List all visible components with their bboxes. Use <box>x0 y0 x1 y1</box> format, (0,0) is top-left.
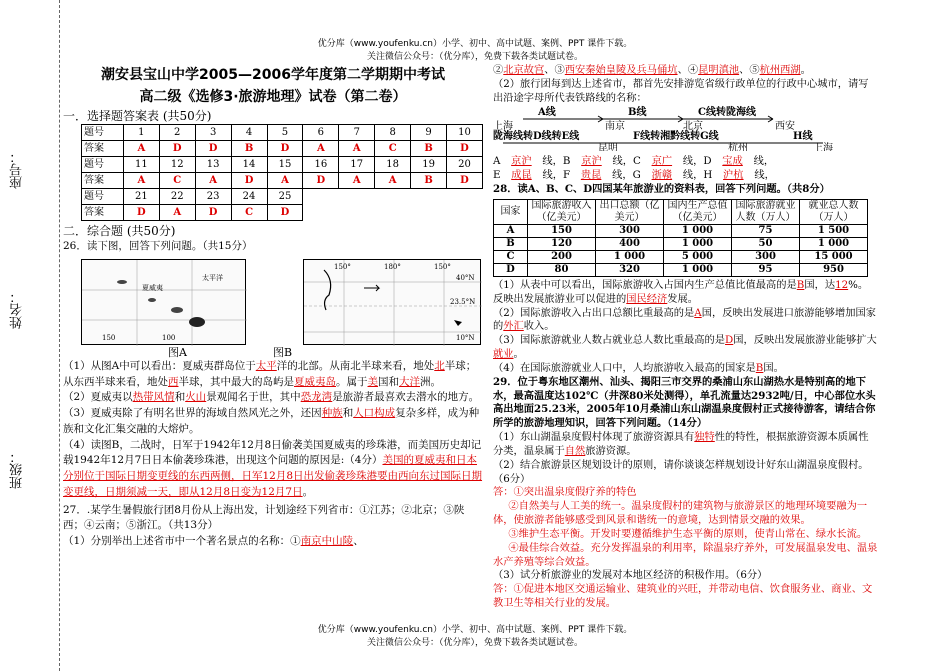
row-label: 答案 <box>82 141 124 157</box>
rail-diagram <box>493 105 878 151</box>
rail-letter: B <box>562 155 571 168</box>
number-cell <box>447 189 483 205</box>
table-cell: C <box>494 250 528 263</box>
answer-cell <box>303 205 339 221</box>
q29-p1 <box>493 431 878 459</box>
text-segment: 性的特性，根据旅游资源本质属性分类，温泉属于 <box>493 431 869 457</box>
map-a-hawaii: 夏威夷 <box>142 283 163 292</box>
text-segment: （1）从图A中可以看出：夏威夷群岛位于 <box>63 359 256 372</box>
number-cell: 9 <box>411 125 447 141</box>
answer-cell: D <box>123 205 159 221</box>
rail-answer: 沪杭 <box>723 169 744 182</box>
left-column <box>63 64 483 550</box>
answer-fill: 12 <box>835 278 849 291</box>
q29-p2: （2）结合旅游景区规划设计的原则，请你谈谈怎样规划设计好东山湖温泉度假村。（6分） <box>493 458 869 485</box>
q26-p3 <box>63 406 483 438</box>
table-cell: 120 <box>528 237 596 250</box>
text-segment: 国和 <box>378 375 399 388</box>
number-cell: 18 <box>375 157 411 173</box>
rail-answer: 宝成 <box>722 155 743 168</box>
number-cell: 10 <box>447 125 483 141</box>
table-cell: 1 000 <box>800 237 868 250</box>
answer-fill: A <box>694 306 702 319</box>
q29-a3 <box>493 583 878 611</box>
answer-fill: 就业 <box>493 348 514 361</box>
text-segment: 国，达 <box>804 278 836 291</box>
answer-cell <box>339 205 375 221</box>
right-column <box>493 64 878 611</box>
text-segment: 。 <box>513 348 524 361</box>
text-segment: 国，反映出发展进口旅游能够增加国家的 <box>493 306 876 333</box>
rail-answer: 成昆 <box>511 169 532 182</box>
answer-cell: A <box>375 173 411 189</box>
row-label: 题号 <box>82 157 124 173</box>
text-segment: 。 <box>302 485 314 498</box>
answer-fill: 北 <box>434 359 445 372</box>
number-cell: 22 <box>159 189 195 205</box>
table-row <box>494 250 868 263</box>
answer-fill: 独特 <box>694 431 715 444</box>
rail-suffix: 线， <box>682 155 704 168</box>
text-segment: %。反映出发展旅游业可以促进的 <box>493 278 869 305</box>
q26-stem: 26．读下图，回答下列问题。（共15分） <box>63 240 253 252</box>
row-label: 题号 <box>82 189 124 205</box>
row-label: 答案 <box>82 205 124 221</box>
number-cell: 1 <box>123 125 159 141</box>
answer-cell: B <box>411 141 447 157</box>
table-cell: 400 <box>596 237 664 250</box>
table-cell: 1 500 <box>800 224 868 237</box>
answer-cell: A <box>339 173 375 189</box>
rail-xian: 西安 <box>775 121 795 133</box>
rail-nanjing: 南京 <box>605 121 625 133</box>
text-segment: 半球，其中最大的岛屿是 <box>178 375 294 388</box>
text-segment: （2）国际旅游收入占出口总额比重最高的是 <box>493 306 695 319</box>
answer-fill: 外汇 <box>503 320 524 333</box>
answer-fill: 夏威夷岛 <box>294 375 336 388</box>
table-cell: 300 <box>596 224 664 237</box>
text-segment: 洲。 <box>420 375 441 388</box>
answer-cell: D <box>267 141 303 157</box>
text-segment: 收入。 <box>523 320 555 333</box>
map-b <box>303 259 481 345</box>
answer-fill: 南京中山陵 <box>300 535 354 547</box>
answer-fill: 种族 <box>321 407 343 419</box>
rail-answer-line <box>493 155 878 169</box>
table-cell: 5 000 <box>664 250 732 263</box>
number-cell: 12 <box>159 157 195 173</box>
answer-fill: 太平 <box>255 359 277 372</box>
answer-fill: 恐龙湾 <box>300 391 333 404</box>
map-b-lon3: 150° <box>434 262 451 271</box>
answer-fill: 热带风情 <box>132 391 175 404</box>
number-cell: 21 <box>123 189 159 205</box>
rail-suffix: 线， <box>542 169 563 182</box>
q27-p1b <box>493 64 878 78</box>
number-cell: 3 <box>195 125 231 141</box>
answer-cell: D <box>303 173 339 189</box>
rail-letter: D <box>703 155 712 168</box>
q28-p2 <box>493 307 878 335</box>
text-segment: 半球；从东西半球来看，地处 <box>63 359 477 388</box>
q29-p3: （3）试分析旅游业的发展对本地区经济的积极作用。（6分） <box>493 569 768 582</box>
q26-p4 <box>63 438 483 501</box>
rail-answer: 京沪 <box>511 155 532 168</box>
q29-a2 <box>493 486 878 569</box>
answer-fill: 西 <box>168 375 179 388</box>
answer-cell: A <box>195 173 231 189</box>
answer-table-row <box>82 205 483 221</box>
table-cell: 80 <box>528 263 596 276</box>
text-segment: 。 <box>800 64 811 76</box>
table-row <box>494 237 868 250</box>
table-cell: 300 <box>732 250 800 263</box>
map-a-ocean: 太平洋 <box>202 273 223 282</box>
table-cell: 95 <box>732 263 800 276</box>
school-title: 潮安县宝山中学2005—2006学年度第二学期期中考试 <box>101 67 445 83</box>
answer-fill: 美国的夏威夷和日本分别位于国际日期变更线的东西两侧，日军12月8日出发偷袭珍珠港要由西向东过国际日期变更线，日期须减一天，即从12月8日变为12月7日 <box>63 454 483 498</box>
answer-cell: D <box>195 141 231 157</box>
rail-letter: G <box>632 169 641 182</box>
table-cell: 1 000 <box>664 237 732 250</box>
rail-a: A线 <box>538 107 556 119</box>
number-cell: 19 <box>411 157 447 173</box>
number-cell <box>303 189 339 205</box>
answer-cell: C <box>231 205 267 221</box>
text-segment: （2）夏威夷以 <box>63 391 133 404</box>
number-cell <box>339 189 375 205</box>
table-cell: 150 <box>528 224 596 237</box>
text-segment: 国。 <box>763 361 784 374</box>
answer-cell: D <box>447 141 483 157</box>
answer-fill: 北京故宫 <box>503 64 545 76</box>
map-b-lat3: 10°N <box>456 333 475 342</box>
answer-cell: C <box>375 141 411 157</box>
q26-p1 <box>63 359 483 391</box>
q29-stem: 29．位于粤东地区潮州、汕头、揭阳三市交界的桑浦山东山湖热水是特别高的地下水，最高温度达102℃（井深80米处测得），单孔流量达2932吨/日，中心部位水头高出地面25.23米，2005年10月桑浦山东山湖温泉度假村正式接待游客，请结合你所学的旅游地理知识，回答下列问题。（14分） <box>493 375 876 430</box>
answer-cell: B <box>411 173 447 189</box>
answer-cell: D <box>447 173 483 189</box>
text-segment: 、④ <box>677 64 699 76</box>
answer-line: 答：①促进本地区交通运输业、建筑业的兴旺，并带动电信、饮食服务业、商业、文教卫生等相关行业的发展。 <box>493 583 873 610</box>
answer-cell: A <box>303 141 339 157</box>
rail-shanghai2: 上海 <box>813 143 833 152</box>
answer-fill: D <box>725 334 734 347</box>
answer-line: ④最佳综合效益。充分发挥温泉的利用率，除温泉疗养外，可发展温泉发电、温泉水产养殖等综合效益。 <box>493 541 878 568</box>
rail-suffix: 线， <box>542 155 563 168</box>
map-b-caption: 图B <box>273 345 293 359</box>
name-label: 姓名： <box>10 290 25 329</box>
answer-fill: 昆明滇池 <box>698 64 740 76</box>
rail-answers <box>493 155 878 183</box>
rail-b: B线 <box>628 107 647 119</box>
number-cell: 2 <box>159 125 195 141</box>
text-segment: 和 <box>174 391 186 404</box>
number-cell: 8 <box>375 125 411 141</box>
number-cell: 23 <box>195 189 231 205</box>
row-label: 答案 <box>82 173 124 189</box>
text-segment: （4）在国际旅游就业人口中，人均旅游收入最高的国家是 <box>493 361 756 374</box>
text-segment: 洋的北部。从南北半球来看，地处 <box>276 359 435 372</box>
table-header: 国际旅游收入（亿美元） <box>528 199 596 224</box>
answer-cell: C <box>159 173 195 189</box>
text-segment: 国，反映出发展旅游业能够扩大 <box>733 334 877 347</box>
answer-line: ③维护生态平衡。开发时要遵循维护生态平衡的原则，使青山常在、绿水长流。 <box>508 527 868 540</box>
answer-cell: D <box>159 141 195 157</box>
table-header: 就业总人数（万人） <box>800 199 868 224</box>
number-cell: 4 <box>231 125 267 141</box>
number-cell: 13 <box>195 157 231 173</box>
rail-c: C线转陇海线 <box>698 107 756 119</box>
map-a-svg <box>82 260 247 346</box>
paper-title: 高二级《选修3·旅游地理》试卷（第二卷） <box>139 89 407 105</box>
text-segment: （3）夏威夷除了有明名世界的海域自然风光之外，还因 <box>63 407 322 419</box>
rail-suffix: 线， <box>753 155 775 168</box>
answer-fill: 美 <box>367 375 378 388</box>
answer-cell <box>375 205 411 221</box>
answer-cell <box>411 205 447 221</box>
answer-fill: 西安秦始皇陵及兵马俑坑 <box>564 64 678 76</box>
table-header: 国际旅游就业人数（万人） <box>732 199 800 224</box>
answer-fill: 国民经济 <box>626 292 668 305</box>
table-cell: D <box>494 263 528 276</box>
table-cell: 50 <box>732 237 800 250</box>
answer-fill: 火山 <box>185 391 207 404</box>
answer-fill: B <box>796 278 805 291</box>
rail-answer-line <box>493 169 878 183</box>
text-segment: ② <box>493 64 504 76</box>
text-segment: 旅游资源。 <box>585 444 637 457</box>
map-b-lat1: 40°N <box>456 273 475 282</box>
rail-letter: H <box>703 169 713 182</box>
answer-table-row <box>82 189 483 205</box>
text-segment: （1）从表中可以看出，国际旅游收入占国内生产总值比值最高的是 <box>493 278 797 291</box>
text-segment: 复杂多样，成为种族和文化汇集交融的大熔炉。 <box>63 407 480 435</box>
answer-fill: 自然 <box>564 444 586 457</box>
text-segment: 是旅游者最喜欢去潜水的地方。 <box>332 391 480 404</box>
rail-beijing: 北京 <box>683 121 703 133</box>
text-segment: 、③ <box>544 64 565 76</box>
table-cell: B <box>494 237 528 250</box>
table-header: 出口总额（亿美元） <box>596 199 664 224</box>
q28-p1 <box>493 279 878 307</box>
table-cell: 15 000 <box>800 250 868 263</box>
answer-fill: 杭州西湖 <box>759 64 801 76</box>
rail-letter: E <box>493 169 501 182</box>
q28-p4 <box>493 362 878 376</box>
answer-table <box>81 124 483 221</box>
rail-letter: A <box>493 155 501 168</box>
tourism-table <box>493 199 868 277</box>
number-cell <box>411 189 447 205</box>
text-segment: 、⑤ <box>739 64 760 76</box>
text-segment: 、 <box>353 535 364 547</box>
rail-answer: 浙赣 <box>651 169 673 182</box>
answer-cell: D <box>231 173 267 189</box>
rail-answer: 贵昆 <box>580 169 602 182</box>
answer-line: 答：①突出温泉度假疗养的特色 <box>493 486 637 499</box>
text-segment: （1）分别举出上述省市中一个著名景点的名称：① <box>63 535 301 547</box>
text-segment: （3）国际旅游就业人数占就业总人数比重最高的是 <box>493 334 726 347</box>
answer-table-row <box>82 173 483 189</box>
rail-letter: F <box>563 169 571 182</box>
answer-cell: A <box>123 141 159 157</box>
class-label: 班级： <box>10 450 25 489</box>
q26-p2 <box>63 390 483 406</box>
map-a <box>81 259 246 345</box>
table-cell: 75 <box>732 224 800 237</box>
number-cell: 20 <box>447 157 483 173</box>
answer-cell: A <box>339 141 375 157</box>
number-cell: 11 <box>123 157 159 173</box>
table-cell: 950 <box>800 263 868 276</box>
q26-maps <box>63 259 483 359</box>
table-cell: 1 000 <box>664 224 732 237</box>
row-label: 题号 <box>82 125 124 141</box>
answer-table-row <box>82 125 483 141</box>
text-segment: （1）东山湖温泉度假村体现了旅游资源具有 <box>493 431 695 444</box>
number-cell: 14 <box>231 157 267 173</box>
number-cell: 6 <box>303 125 339 141</box>
table-cell: A <box>494 224 528 237</box>
number-cell: 24 <box>231 189 267 205</box>
watermark-top: 优分库（www.youfenku.cn）小学、初中、高中试题、案例、PPT 课件下载。 关注微信公众号：（优分库），免费下载各类试题试卷。 <box>317 39 633 62</box>
map-a-label-100: 100 <box>162 333 176 342</box>
text-segment: 和 <box>342 407 354 419</box>
rail-suffix: 线， <box>612 155 633 168</box>
rail-svg <box>493 105 878 151</box>
q27-p2: （2）旅行团每到达上述省市，都首先安排游览省级行政单位的行政中心城市，请写出沿途字母所代表铁路线的名称： <box>493 77 869 104</box>
answer-cell: A <box>267 173 303 189</box>
map-a-scale: 150 <box>102 333 116 342</box>
mc-heading: 一．选择题答案表 (共50分) <box>63 109 212 123</box>
rail-h: H线 <box>793 131 813 143</box>
text-segment: 景观闻名于世，其中 <box>206 391 301 404</box>
table-cell: 1 000 <box>596 250 664 263</box>
text-segment: 。属于 <box>336 375 368 388</box>
rail-hangzhou: 杭州 <box>728 143 748 152</box>
map-b-lon2: 180° <box>384 262 401 271</box>
rail-shanghai: 上海 <box>493 121 513 133</box>
answer-cell <box>447 205 483 221</box>
binding-margin <box>0 0 60 671</box>
table-header-row <box>494 199 868 224</box>
table-cell: 320 <box>596 263 664 276</box>
text-segment: 发展。 <box>667 292 699 305</box>
rail-suffix: 线， <box>754 169 775 182</box>
number-cell: 7 <box>339 125 375 141</box>
answer-cell: D <box>195 205 231 221</box>
number-cell <box>375 189 411 205</box>
rail-mid: 陇海线转D线转E线 <box>493 131 580 143</box>
q27-stem: 27．.某学生暑假旅行团8月份从上海出发，计划途经下列省市：①江苏；②北京；③陕西；④云南；⑤浙江。（共13分） <box>63 503 465 532</box>
answer-fill: B <box>755 361 764 374</box>
rail-suffix: 线， <box>682 169 704 182</box>
answer-fill: 大洋 <box>399 375 420 388</box>
answer-table-row <box>82 141 483 157</box>
number-cell: 5 <box>267 125 303 141</box>
map-b-svg <box>304 260 482 346</box>
answer-cell: A <box>159 205 195 221</box>
answer-fill: 人口构成 <box>353 407 396 419</box>
rail-answer: 京广 <box>651 155 673 168</box>
sec2-heading: 二．综合题 (共50分) <box>63 224 176 238</box>
answer-cell: A <box>123 173 159 189</box>
rail-suffix: 线， <box>612 169 633 182</box>
rail-f: F线转湘黔线转G线 <box>633 131 719 143</box>
watermark-bottom: 优分库（www.youfenku.cn）小学、初中、高中试题、案例、PPT 课件下载。 关注微信公众号：（优分库），免费下载各类试题试卷。 <box>317 625 633 648</box>
number-cell: 25 <box>267 189 303 205</box>
number-cell: 16 <box>303 157 339 173</box>
text-segment: （4）读图B，二战时，日军于1942年12月8日偷袭美国夏威夷的珍珠港，而美国历史却记载1942年12月7日日本偷袭珍珠港，出现这个问题的原因是:（4分） <box>63 438 482 467</box>
table-cell: 200 <box>528 250 596 263</box>
rail-answer: 京沪 <box>581 155 602 168</box>
answer-cell: B <box>231 141 267 157</box>
answer-cell: D <box>267 205 303 221</box>
map-a-caption: 图A <box>168 345 187 359</box>
map-b-lat2: 23.5°N <box>450 297 476 306</box>
number-cell: 15 <box>267 157 303 173</box>
table-row <box>494 224 868 237</box>
q28-stem: 28．读A、B、C、D四国某年旅游业的资料表，回答下列问题。（共8分） <box>493 183 830 196</box>
map-b-lon1: 150° <box>334 262 351 271</box>
q27-p1 <box>63 534 483 550</box>
rail-letter: C <box>632 155 641 168</box>
table-cell: 1 000 <box>664 263 732 276</box>
rail-kunming: 昆明 <box>598 143 618 152</box>
seat-label: 座号： <box>10 150 25 189</box>
table-header: 国内生产总值（亿美元） <box>664 199 732 224</box>
q28-p3 <box>493 334 878 362</box>
table-header: 国家 <box>494 199 528 224</box>
number-cell: 17 <box>339 157 375 173</box>
answer-line: ②自然美与人工美的统一。温泉度假村的建筑物与旅游景区的地理环境要融为一体，使旅游者能够感受到风景和谐统一的意境，达到情景交融的效果。 <box>493 500 868 527</box>
answer-table-row <box>82 157 483 173</box>
table-row <box>494 263 868 276</box>
